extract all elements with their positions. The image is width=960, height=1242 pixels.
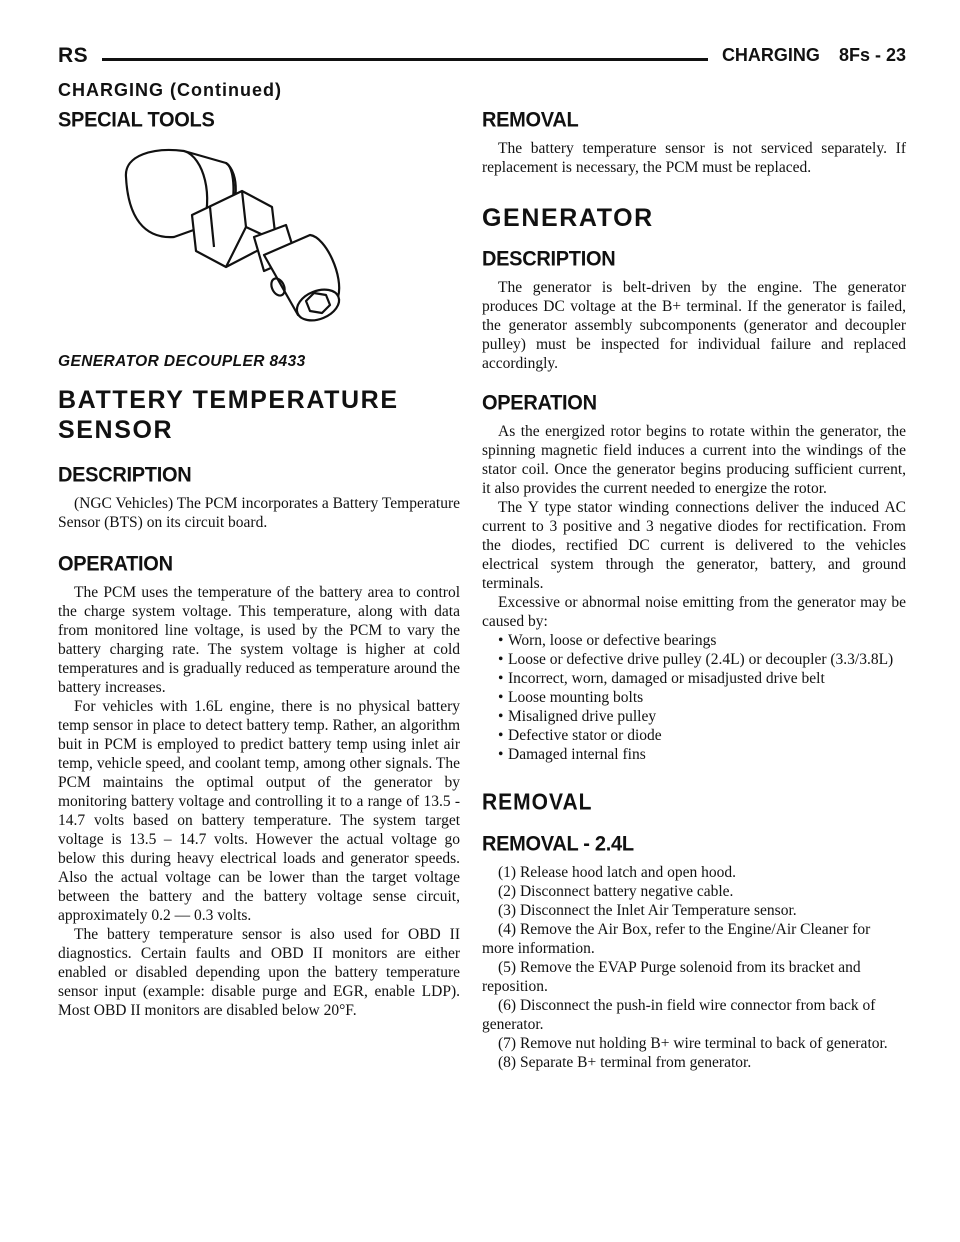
removal-step: (8) Separate B+ terminal from generator. xyxy=(498,1054,752,1071)
list-item: • Defective stator or diode xyxy=(498,727,662,744)
removal-step: (4) Remove the Air Box, refer to the Engine/Air Cleaner for more information. xyxy=(482,921,871,957)
bullet-icon: • xyxy=(498,727,504,744)
bts-title-line1: BATTERY TEMPERATURE xyxy=(58,386,399,414)
bts-description-text: (NGC Vehicles) The PCM incorporates a Battery Temperature Sensor (BTS) on its circuit board. xyxy=(58,495,460,531)
generator-operation-p3: Excessive or abnormal noise emitting from the generator may be caused by: xyxy=(482,594,906,630)
bts-removal-text: The battery temperature sensor is not serviced separately. If replacement is necessary, the PCM must be replaced. xyxy=(482,140,906,176)
bts-removal-heading: REMOVAL xyxy=(482,108,579,132)
tool-figure xyxy=(58,131,460,379)
header-page-number: 8Fs - 23 xyxy=(838,45,906,65)
removal-step: (3) Disconnect the Inlet Air Temperature sensor. xyxy=(498,902,797,919)
header-model: RS xyxy=(58,44,89,67)
right-column xyxy=(482,108,906,1072)
removal-step: (1) Release hood latch and open hood. xyxy=(498,864,737,881)
generator-description-heading: DESCRIPTION xyxy=(482,247,616,271)
bts-operation-p2: For vehicles with 1.6L engine, there is no physical battery temp sensor in place to detect battery temp. Rather, an algorithm buit in PCM is employed to predict battery temp using inlet air temp, vehicle speed, and coolant temp, among other signals. The PCM maintains the optimal output of the generator by monitoring battery voltage and controlling it to a range of 13.5 - 14.7 volts based on battery temperature. The system target voltage is 13.5 – 14.7 volts. However the actual voltage go below this during heavy electrical loads and generator speeds. Also the actual voltage can be lower than the target voltage between the battery and the battery voltage sense circuit, approximately 0.2 — 0.3 volts. xyxy=(58,698,460,924)
generator-description-text: The generator is belt-driven by the engine. The generator produces DC voltage at the B+ terminal. If the generator is failed, the generator assembly subcomponents (generator and decoupler pulley) must be inspected for individual failure and replaced accordingly. xyxy=(482,279,906,372)
bts-description-heading: DESCRIPTION xyxy=(58,463,192,487)
header-section: CHARGING xyxy=(721,45,820,65)
continued-title: CHARGING (Continued) xyxy=(58,80,282,100)
list-item: • Misaligned drive pulley xyxy=(498,708,657,725)
bullet-icon: • xyxy=(498,670,504,687)
list-item: • Worn, loose or defective bearings xyxy=(498,632,717,649)
list-item: • Damaged internal fins xyxy=(498,746,646,763)
removal-24l-heading: REMOVAL - 2.4L xyxy=(482,832,634,856)
removal-step: (6) Disconnect the push-in field wire connector from back of generator. xyxy=(482,997,876,1033)
bullet-icon: • xyxy=(498,651,504,668)
generator-title: GENERATOR xyxy=(482,204,654,232)
list-item: • Loose or defective drive pulley (2.4L) or decoupler (3.3/3.8L) xyxy=(498,651,894,668)
removal-step: (7) Remove nut holding B+ wire terminal to back of generator. xyxy=(498,1035,888,1052)
bullet-icon: • xyxy=(498,632,504,649)
bts-title xyxy=(58,385,460,445)
header-rule xyxy=(102,58,708,61)
figure-caption: GENERATOR DECOUPLER 8433 xyxy=(58,353,306,370)
noise-causes-list xyxy=(482,631,906,764)
page-header xyxy=(58,44,906,70)
bts-operation-p1: The PCM uses the temperature of the battery area to control the charge system voltage. This temperature, along with data from monitored line voltage, is used by the PCM to vary the battery charging rate. The system voltage is higher at cold temperatures and is gradually reduced as temperature around the battery increases. xyxy=(58,584,460,696)
left-column xyxy=(58,108,460,1020)
removal-step: (2) Disconnect battery negative cable. xyxy=(498,883,734,900)
bts-operation-heading: OPERATION xyxy=(58,552,173,576)
bts-title-line2: SENSOR xyxy=(58,416,174,444)
generator-removal-heading: REMOVAL xyxy=(482,790,593,815)
list-item: • Incorrect, worn, damaged or misadjusted drive belt xyxy=(498,670,825,687)
generator-operation-heading: OPERATION xyxy=(482,391,597,415)
bts-operation-p3: The battery temperature sensor is also used for OBD II diagnostics. Certain faults and OBD II monitors are either enabled or disabled depending upon the battery temperature sensor input (example: disable purge and EGR, enable LDP). Most OBD II monitors are disabled below 20°F. xyxy=(58,926,460,1019)
special-tools-heading: SPECIAL TOOLS xyxy=(58,108,215,132)
bullet-icon: • xyxy=(498,708,504,725)
generator-operation-p1: As the energized rotor begins to rotate within the generator, the spinning magnetic field induces a current into the windings of the stator coil. Once the generator begins producing sufficient current, it also provides the current needed to energize the rotor. xyxy=(482,423,906,497)
list-item: • Loose mounting bolts xyxy=(498,689,644,706)
header-right xyxy=(708,45,906,66)
generator-decoupler-illustration xyxy=(114,137,374,347)
removal-step: (5) Remove the EVAP Purge solenoid from its bracket and reposition. xyxy=(482,959,861,995)
bullet-icon: • xyxy=(498,689,504,706)
generator-operation-p2: The Y type stator winding connections deliver the induced AC current to 3 positive and 3 negative diodes for rectification. From the diodes, rectified DC current is delivered to the vehicles electrical system through the generator, battery, and ground terminals. xyxy=(482,499,906,592)
bullet-icon: • xyxy=(498,746,504,763)
